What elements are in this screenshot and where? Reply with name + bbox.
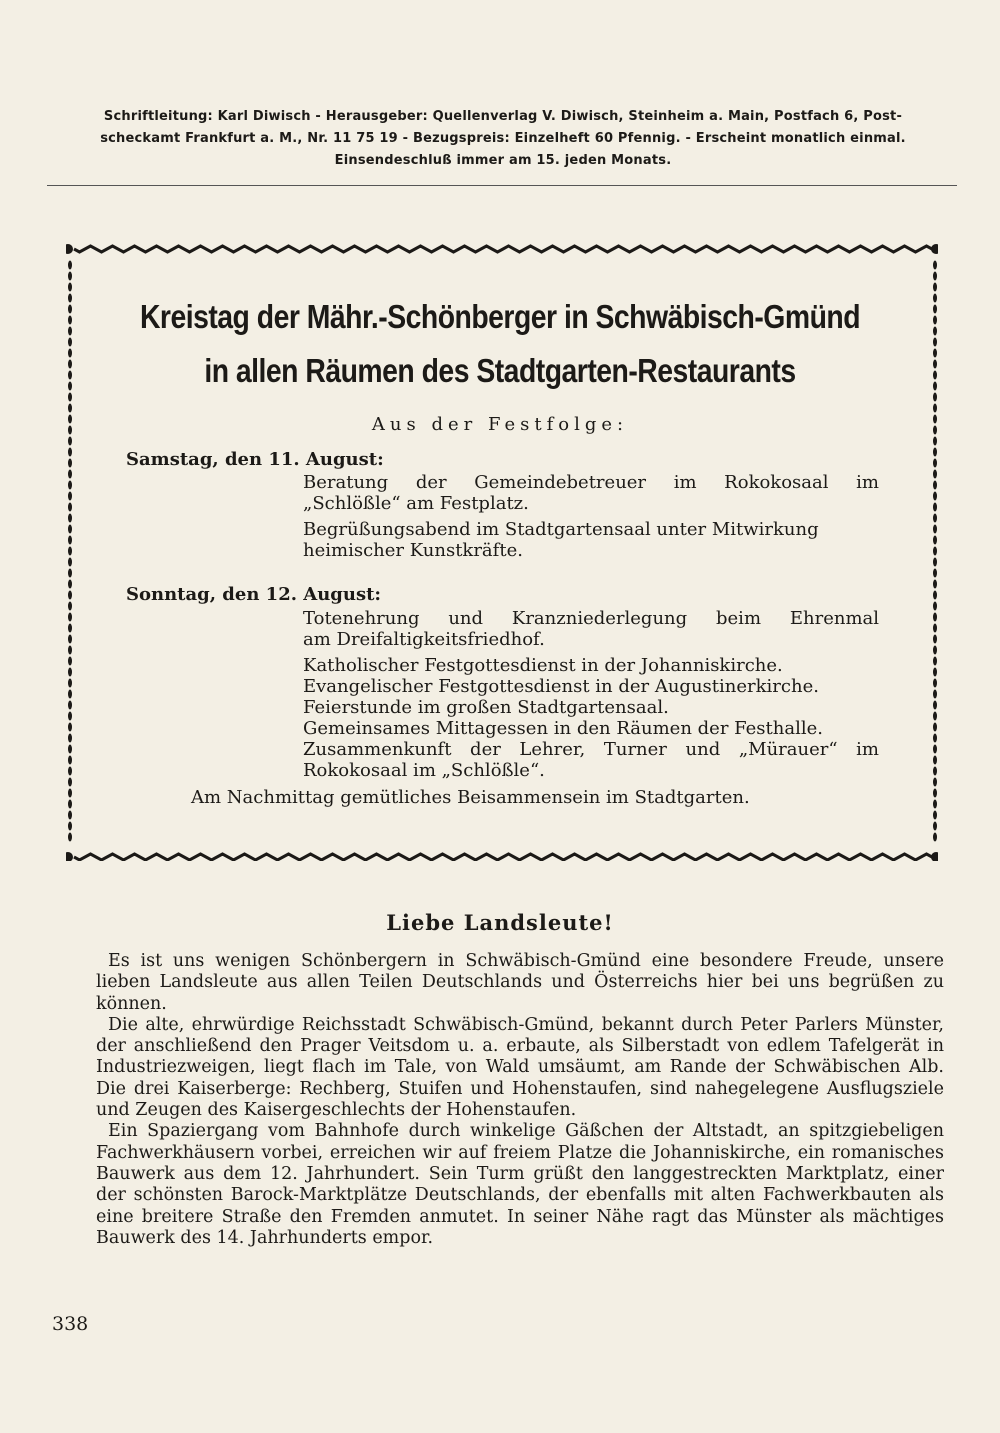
border-right-bead (933, 316, 937, 325)
letter-title: Liebe Landsleute! (386, 910, 614, 935)
border-corner-dot (66, 852, 73, 861)
schedule-text-continued: heimischer Kunstkräfte. (303, 540, 523, 561)
border-left-bead (68, 635, 72, 644)
schedule-text: Zusammenkunft der Lehrer, Turner und „Mürauer“ im (303, 739, 879, 760)
border-right-bead (933, 272, 937, 281)
border-left-bead (68, 800, 72, 809)
border-right-bead (933, 778, 937, 787)
border-right-bead (933, 811, 937, 820)
border-left-bead (68, 261, 72, 270)
border-right-bead (933, 712, 937, 721)
border-right-bead (933, 756, 937, 765)
schedule-text: Begrüßungsabend im Stadtgartensaal unter Mitwirkung (303, 519, 819, 540)
border-right-bead (933, 767, 937, 776)
border-right-bead (933, 371, 937, 380)
border-right-bead (933, 349, 937, 358)
border-left-bead (68, 657, 72, 666)
letter-paragraph-3: Ein Spaziergang vom Bahnhofe durch winkelige Gäßchen der Altstadt, an spitzgiebeligen Fachwerkhäusern vorbei, erreichen wir auf freiem Platze die Johanniskirche, ein romanisches Bauwerk aus dem 12. Jahrhundert. Sein Turm grüßt den langgestreckten Marktplatz, einer der schönsten Barock-Marktplätze Deutschlands, der ebenfalls mit alten Fachwerkbauten als eine breitere Straße den Fremden anmutet. In seiner Nähe ragt das Münster als mächtiges Bauwerk des 14. Jahrhunderts empor. (96, 1121, 944, 1248)
border-right-bead (933, 569, 937, 578)
border-corner-dot (931, 852, 938, 861)
border-corner-dot (66, 244, 73, 254)
border-left-bead (68, 437, 72, 446)
event-title-line-2: in allen Räumen des Stadtgarten-Restaurants (204, 352, 796, 389)
border-right-bead (933, 833, 937, 842)
border-left-bead (68, 767, 72, 776)
border-left-bead (68, 811, 72, 820)
program-subtitle: Aus der Festfolge: (371, 414, 629, 435)
letter-paragraph-2: Die alte, ehrwürdige Reichsstadt Schwäbisch-Gmünd, bekannt durch Peter Parlers Münster, der anschließend den Prager Veitsdom u. a. erbaute, als Silberstadt von edlem Tafelgerät in Industriezweigen, liegt flach im Tale, von Wald umsäumt, am Rande der Schwäbischen Alb. Die drei Kaiserberge: Rechberg, Stuifen und Hohenstaufen, sind nahegelegene Ausflugsziele und Zeugen des Kaisergeschlechts der Hohenstaufen. (96, 1014, 944, 1121)
masthead-line-2: scheckamt Frankfurt a. M., Nr. 11 75 19 - Bezugspreis: Einzelheft 60 Pfennig. - Erscheint monatlich einmal. (100, 131, 906, 146)
border-left-bead (68, 272, 72, 281)
border-right-bead (933, 360, 937, 369)
border-corner-dot (931, 244, 938, 254)
border-right-bead (933, 646, 937, 655)
border-right-bead (933, 393, 937, 402)
border-right-bead (933, 294, 937, 303)
border-right-bead (933, 789, 937, 798)
masthead (62, 106, 944, 172)
border-left-bead (68, 525, 72, 534)
border-left-bead (68, 778, 72, 787)
sunday-heading: Sonntag, den 12. August: (126, 584, 382, 605)
masthead-line-3: Einsendeschluß immer am 15. jeden Monats. (334, 153, 672, 168)
schedule-text-continued: am Dreifaltigkeitsfriedhof. (303, 629, 545, 650)
schedule-text: Evangelischer Festgottesdienst in der Augustinerkirche. (303, 676, 819, 697)
border-right-bead (933, 327, 937, 336)
border-left-bead (68, 448, 72, 457)
border-right-bead (933, 591, 937, 600)
border-left-bead (68, 723, 72, 732)
border-left-bead (68, 668, 72, 677)
border-right-bead (933, 580, 937, 589)
border-left-bead (68, 701, 72, 710)
border-right-bead (933, 448, 937, 457)
border-left-bead (68, 679, 72, 688)
border-right-bead (933, 525, 937, 534)
border-left-bead (68, 734, 72, 743)
border-left-bead (68, 580, 72, 589)
border-right-bead (933, 261, 937, 270)
saturday-heading: Samstag, den 11. August: (126, 449, 384, 470)
border-right-bead (933, 459, 937, 468)
page-number: 338 (52, 1313, 89, 1335)
border-left-bead (68, 822, 72, 831)
border-right-bead (933, 437, 937, 446)
border-left-bead (68, 602, 72, 611)
schedule-text-continued: „Schlößle“ am Festplatz. (303, 493, 529, 514)
border-right-bead (933, 701, 937, 710)
schedule-text: Beratung der Gemeindebetreuer im Rokokosaal im (303, 472, 879, 493)
border-left-bead (68, 514, 72, 523)
border-top-edge (74, 246, 932, 252)
schedule-text: Totenehrung und Kranzniederlegung beim Ehrenmal (303, 608, 879, 629)
border-right-bead (933, 514, 937, 523)
schedule-text-continued: Rokokosaal im „Schlößle“. (303, 760, 545, 781)
border-left-bead (68, 712, 72, 721)
border-right-bead (933, 503, 937, 512)
border-right-bead (933, 723, 937, 732)
border-right-bead (933, 745, 937, 754)
border-right-bead (933, 558, 937, 567)
border-left-bead (68, 624, 72, 633)
border-left-bead (68, 492, 72, 501)
border-right-bead (933, 668, 937, 677)
border-left-bead (68, 470, 72, 479)
border-left-bead (68, 393, 72, 402)
border-left-bead (68, 833, 72, 842)
border-left-bead (68, 690, 72, 699)
border-right-bead (933, 305, 937, 314)
border-left-bead (68, 404, 72, 413)
border-left-bead (68, 745, 72, 754)
border-left-bead (68, 591, 72, 600)
schedule-text: Katholischer Festgottesdienst in der Johanniskirche. (303, 655, 783, 676)
border-right-bead (933, 481, 937, 490)
border-bottom-edge (74, 854, 932, 860)
border-left-bead (68, 459, 72, 468)
border-left-bead (68, 481, 72, 490)
border-left-bead (68, 536, 72, 545)
border-right-bead (933, 635, 937, 644)
letter-body (96, 951, 944, 1249)
masthead-line-1: Schriftleitung: Karl Diwisch - Herausgeber: Quellenverlag V. Diwisch, Steinheim a. Main, Postfach 6, Post- (103, 109, 903, 124)
border-right-bead (933, 470, 937, 479)
program-closing-note: Am Nachmittag gemütliches Beisammensein im Stadtgarten. (191, 787, 750, 808)
border-right-bead (933, 404, 937, 413)
border-right-bead (933, 547, 937, 556)
border-left-bead (68, 283, 72, 292)
border-right-bead (933, 613, 937, 622)
border-left-bead (68, 789, 72, 798)
border-left-bead (68, 646, 72, 655)
border-left-bead (68, 503, 72, 512)
border-right-bead (933, 382, 937, 391)
border-right-bead (933, 657, 937, 666)
border-right-bead (933, 624, 937, 633)
letter-paragraph-1: Es ist uns wenigen Schönbergern in Schwäbisch-Gmünd eine besondere Freude, unsere lieben Landsleute aus allen Teilen Deutschlands und Österreichs hier bei uns begrüßen zu können. (96, 951, 944, 1014)
border-left-bead (68, 756, 72, 765)
border-left-bead (68, 613, 72, 622)
schedule-text: Gemeinsames Mittagessen in den Räumen der Festhalle. (303, 718, 823, 739)
border-left-bead (68, 558, 72, 567)
border-right-bead (933, 492, 937, 501)
border-right-bead (933, 679, 937, 688)
border-right-bead (933, 536, 937, 545)
border-right-bead (933, 822, 937, 831)
border-right-bead (933, 602, 937, 611)
border-right-bead (933, 800, 937, 809)
border-right-bead (933, 690, 937, 699)
event-title-line-1: Kreistag der Mähr.-Schönberger in Schwäbisch-Gmünd (139, 298, 861, 335)
border-left-bead (68, 569, 72, 578)
schedule-text: Feierstunde im großen Stadtgartensaal. (303, 697, 669, 718)
border-right-bead (933, 734, 937, 743)
border-left-bead (68, 338, 72, 347)
header-rule (47, 185, 957, 186)
border-right-bead (933, 283, 937, 292)
border-right-bead (933, 338, 937, 347)
border-left-bead (68, 547, 72, 556)
